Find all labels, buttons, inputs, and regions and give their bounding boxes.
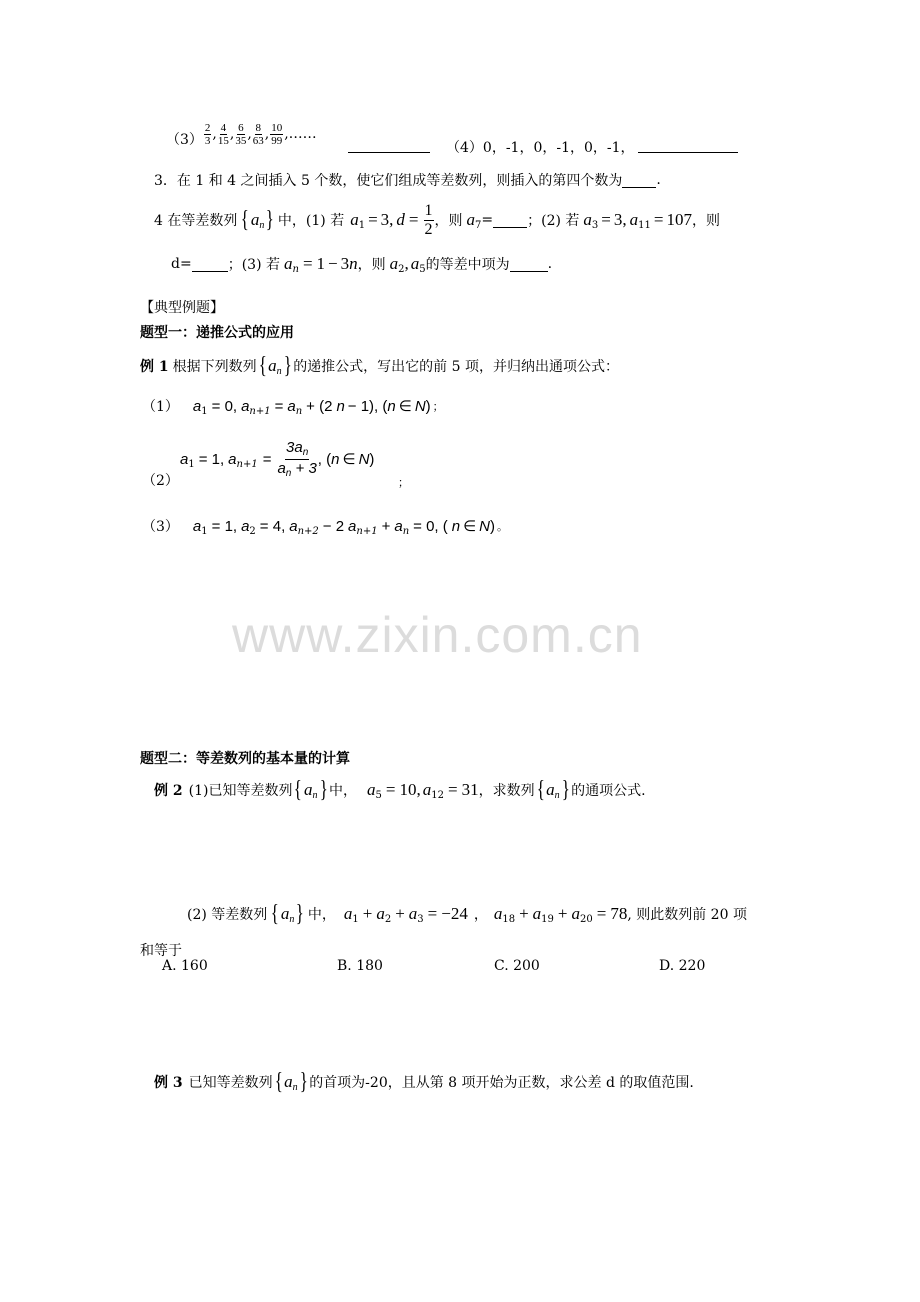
fraction-recursion: $\frac{3a_n}{a_n + 3}$ <box>277 438 317 479</box>
sequence-an: { a n } <box>294 777 328 803</box>
q4-line <box>446 137 635 157</box>
ex1-line: 例 1 根据下列数列 { a n } 的递推公式，写出它的前 5 项，并归纳出通项公式： <box>140 353 619 379</box>
fraction-half: $\frac{1}{2}$ <box>424 201 433 238</box>
option-a[interactable]: A. 160 <box>162 958 208 974</box>
sequence-an: { a n } <box>274 1069 308 1095</box>
type2-heading: 题型二：等差数列的基本量的计算 <box>140 751 350 767</box>
q4-text: （4）0，-1，0，-1，0，-1， <box>446 140 635 156</box>
ex1-part3: （3） a 1 = 1, a 2 = 4, a n+2 − 2 a n+1 + a n = 0, ( n ∈ N ) 。 <box>142 517 509 537</box>
watermark: www.zixin.com.cn <box>232 607 643 663</box>
fraction-2: $\frac{4}{15}$ <box>217 121 229 147</box>
item4-mid-blank[interactable] <box>510 257 548 272</box>
math-a1: a <box>350 210 359 229</box>
sequence-an: { a n } <box>241 207 275 233</box>
ex1-label: 例 1 <box>140 359 169 375</box>
ex3-line: 例 3 已知等差数列 { a n } 的首项为-20，且从第 8 项开始为正数，求公差 d 的取值范围. <box>154 1069 694 1095</box>
type1-heading: 题型一：递推公式的应用 <box>140 325 294 341</box>
item4-line2: d= ；(3) 若 a n = 1 − 3 n ，则 a 2 , a 5 的等差中项为 . <box>171 254 553 275</box>
ex2-part2: (2) 等差数列 { a n } 中， a 1 + a 2 + a 3 = −24 ， a 18 + a 19 + a 20 = 78 , 则此数列前 20 项 <box>187 901 747 927</box>
ex1-part2-label: （2） <box>142 473 179 489</box>
item3-answer-blank[interactable] <box>622 173 656 188</box>
ex1-part2: a 1 = 1, a n+1 = $\frac{3a_n}{a_n + 3}$ , ( n ∈ N ) <box>180 438 375 479</box>
sequence-an: { a n } <box>271 901 305 927</box>
ex2-part2-line2: 和等于 <box>140 943 182 959</box>
sequence-an: { a n } <box>536 777 570 803</box>
q3-line: （3） $\frac{2}{3}$ , $\frac{4}{15}$ , $\frac{6}{35}$ , $\frac{8}{63}$ , $\frac{10}{99}$ ,…… <box>166 121 317 148</box>
item3-line: 3．在 1 和 4 之间插入 5 个数，使它们组成等差数列，则插入的第四个数为 . <box>154 172 661 189</box>
option-c[interactable]: C. 200 <box>494 958 540 974</box>
ex2-label: 例 2 <box>154 783 183 799</box>
fraction-5: $\frac{10}{99}$ <box>271 121 283 147</box>
item3-text: 3．在 1 和 4 之间插入 5 个数，使它们组成等差数列，则插入的第四个数为 <box>154 173 623 189</box>
section-heading: 【典型例题】 <box>140 300 224 316</box>
item4-line: 4 在等差数列 { a n } 中，(1) 若 a 1 = 3, d = $\frac{1}{2}$ ，则 a 7 = ；(2) 若 a 3 = 3, a 11 = 107 ，则 <box>154 201 720 238</box>
option-b[interactable]: B. 180 <box>337 958 383 974</box>
ex3-label: 例 3 <box>154 1075 183 1091</box>
ex2-part1: 例 2 (1)已知等差数列 { a n } 中， a 5 = 10, a 12 = 31 ，求数列 { a n } 的通项公式. <box>154 777 646 803</box>
sequence-an: { a n } <box>258 353 292 379</box>
q3-label: （3） <box>166 132 203 148</box>
item4-lead: 4 在等差数列 <box>154 213 238 229</box>
item4-d-blank[interactable] <box>192 257 228 272</box>
ex1-part1: （1） a 1 = 0, a n+1 = a n + (2 n − 1), ( n ∈ N ) ； <box>142 397 444 417</box>
item4-a7-blank[interactable] <box>493 213 527 228</box>
fraction-4: $\frac{8}{63}$ <box>252 121 264 147</box>
ellipsis: ,…… <box>284 126 317 142</box>
fraction-3: $\frac{6}{35}$ <box>235 121 247 147</box>
q3-answer-blank[interactable] <box>348 138 430 153</box>
option-d[interactable]: D. 220 <box>659 958 706 974</box>
q4-answer-blank[interactable] <box>638 138 738 153</box>
ex1-part2-semicolon: ； <box>398 476 409 489</box>
fraction-1: $\frac{2}{3}$ <box>204 121 211 147</box>
